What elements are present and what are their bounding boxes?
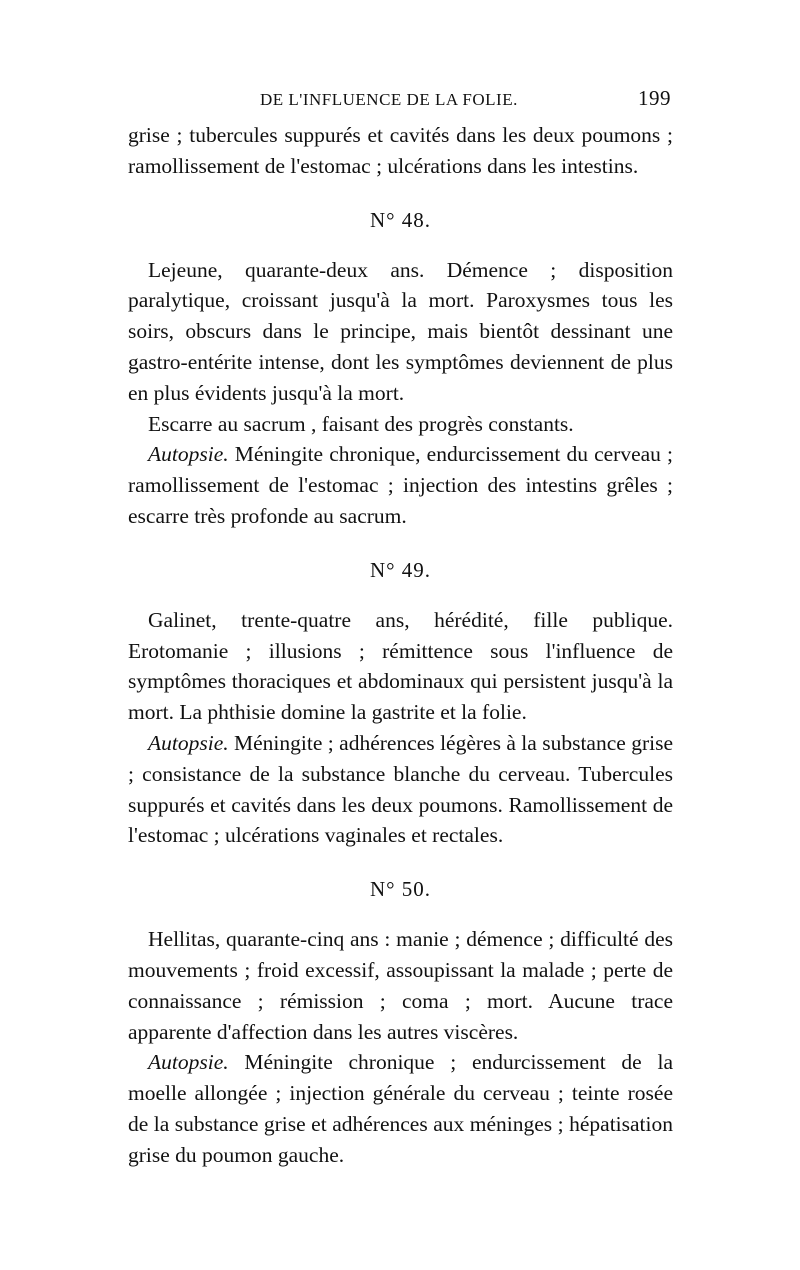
- book-page: [128, 86, 673, 1171]
- case-number-heading: N° 50.: [369, 877, 432, 902]
- case-summary: Lejeune, quarante-deux ans. Démence ; disposition paralytique, croissant jusqu'à la mort. Paroxysmes tous les soirs, obscurs dans le principe, mais bientôt dessinant une gastro-entérite intense, dont les symptômes deviennent de plus en plus évidents jusqu'à la mort.: [128, 257, 673, 405]
- autopsy-paragraph: [128, 439, 673, 531]
- case-note: Escarre au sacrum , faisant des progrès constants.: [148, 411, 574, 436]
- page-number: 199: [638, 86, 671, 110]
- case-48: [128, 208, 673, 532]
- case-summary: Hellitas, quarante-cinq ans : manie ; démence ; difficulté des mouvements ; froid excessif, assoupissant la malade ; perte de connaissance ; rémission ; coma ; mort. Aucune trace apparente d'affection dans les autres viscères.: [128, 927, 673, 1044]
- autopsy-label: Autopsie.: [148, 1050, 229, 1075]
- case-number-heading: N° 49.: [369, 557, 432, 582]
- running-title: DE L'INFLUENCE DE LA FOLIE.: [260, 90, 518, 109]
- autopsy-paragraph: [128, 1047, 673, 1170]
- case-summary: Galinet, trente-quatre ans, hérédité, fille publique. Erotomanie ; illusions ; rémittence sous l'influence de symptômes thoraciques et abdominaux qui persistent jusqu'à la mort. La phthisie domine la gastrite et la folie.: [128, 607, 673, 725]
- case-number-heading: N° 48.: [369, 207, 432, 232]
- autopsy-text: Méningite ; adhérences légères à la substance grise ; consistance de la substance blanche du cerveau. Tubercules suppurés et cavités dans les deux poumons. Ramollissement de l'estomac ; ulcérations vaginales et rectales.: [128, 730, 673, 848]
- case-50: [128, 877, 673, 1170]
- autopsy-label: Autopsie.: [148, 730, 229, 755]
- case-49: [128, 558, 673, 851]
- running-head: [128, 86, 673, 120]
- continued-paragraph: grise ; tubercules suppurés et cavités dans les deux poumons ; ramollissement de l'estomac ; ulcérations dans les intestins.: [128, 123, 673, 178]
- autopsy-text: Méningite chronique ; endurcissement de la moelle allongée ; injection générale du cerveau ; teinte rosée de la substance grise et adhérences aux méninges ; hépatisation grise du poumon gauche.: [128, 1050, 673, 1167]
- autopsy-label: Autopsie.: [148, 442, 229, 467]
- autopsy-paragraph: [128, 728, 673, 851]
- autopsy-text: Méningite chronique, endurcissement du cerveau ; ramollissement de l'estomac ; injection des intestins grêles ; escarre très profonde au sacrum.: [128, 442, 673, 528]
